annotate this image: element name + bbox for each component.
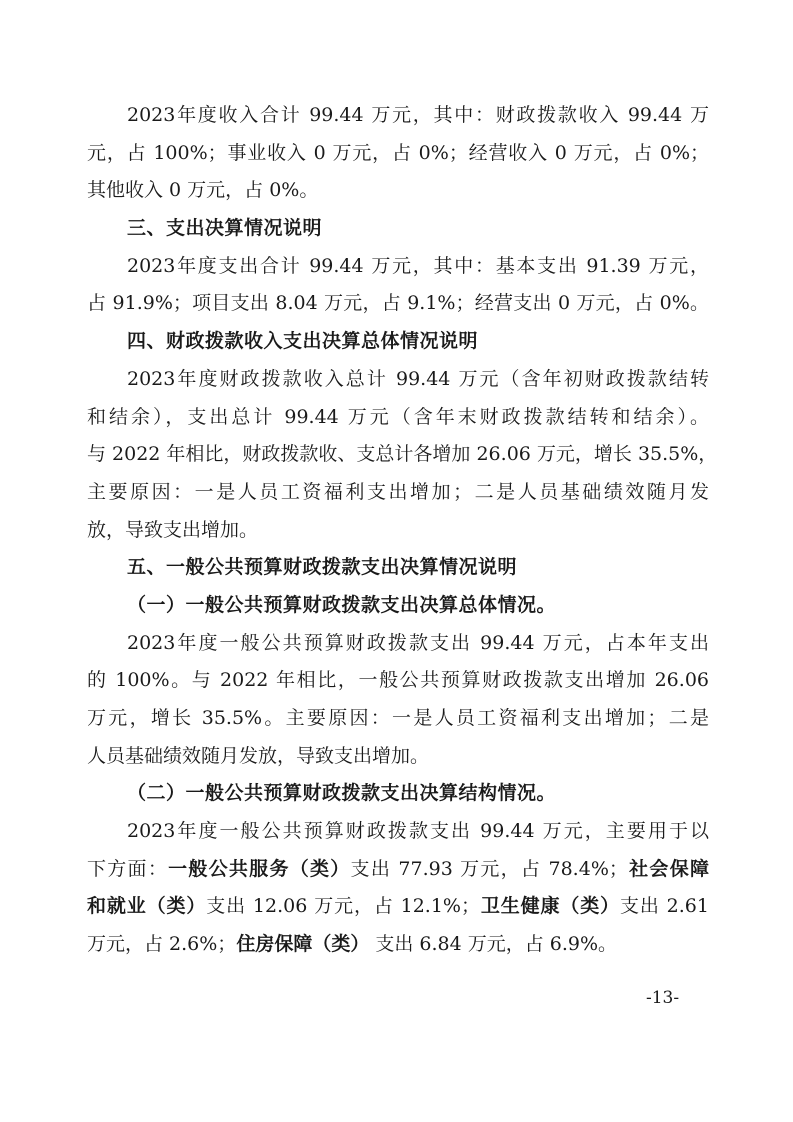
section-4-line-1: 2023年度财政拨款收入总计 99.44 万元（含年初财政拨款结转 xyxy=(127,367,709,390)
category-general-public-services: 一般公共服务（类） xyxy=(168,857,351,880)
section-5-sub-1-line-4: 人员基础绩效随月发放，导致支出增加。 xyxy=(87,744,430,767)
category-health: 卫生健康（类） xyxy=(480,895,620,918)
section-5-sub-1-heading: （一）一般公共预算财政拨款支出决算总体情况。 xyxy=(127,593,557,616)
category-social-security-part-2: 和就业（类） xyxy=(87,895,207,918)
section-4-line-5: 放，导致支出增加。 xyxy=(87,518,259,541)
income-line-2: 元，占 100%；事业收入 0 万元，占 0%；经营收入 0 万元，占 0%； xyxy=(87,141,709,164)
income-line-3: 其他收入 0 万元，占 0%。 xyxy=(87,179,319,202)
section-5-sub-2-heading: （二）一般公共预算财政拨款支出决算结构情况。 xyxy=(127,782,557,805)
section-5-sub-2-line-3 xyxy=(87,888,709,926)
section-5-sub-2-line-2 xyxy=(87,851,709,889)
section-4-line-4: 主要原因：一是人员工资福利支出增加；二是人员基础绩效随月发 xyxy=(87,480,709,503)
section-3-heading: 三、支出决算情况说明 xyxy=(127,217,323,240)
section-4-line-2: 和结余），支出总计 99.44 万元（含年末财政拨款结转和结余）。 xyxy=(87,405,709,428)
text-segment: 支出 2.61 xyxy=(620,895,709,918)
section-5-sub-1-line-1: 2023年度一般公共预算财政拨款支出 99.44 万元，占本年支出 xyxy=(127,631,709,654)
text-segment: 下方面： xyxy=(87,857,169,880)
section-5-sub-1-line-3: 万元，增长 35.5%。主要原因：一是人员工资福利支出增加；二是 xyxy=(87,707,709,729)
page-number: -13- xyxy=(646,988,680,1008)
section-4-line-3: 与 2022 年相比，财政拨款收、支总计各增加 26.06 万元，增长 35.5%， xyxy=(87,443,718,466)
text-segment: 支出 77.93 万元，占 78.4%； xyxy=(350,857,628,880)
text-segment: 万元，占 2.6%； xyxy=(87,933,237,956)
section-5-sub-1-line-2: 的 100%。与 2022 年相比，一般公共预算财政拨款支出增加 26.06 xyxy=(87,669,709,692)
section-3-line-2: 占 91.9%；项目支出 8.04 万元，占 9.1%；经营支出 0 万元，占 0%。 xyxy=(87,292,709,315)
text-segment: 支出 12.06 万元，占 12.1%； xyxy=(206,895,480,918)
section-5-heading: 五、一般公共预算财政拨款支出决算情况说明 xyxy=(127,556,518,579)
section-4-heading: 四、财政拨款收入支出决算总体情况说明 xyxy=(127,330,479,353)
section-3-line-1: 2023年度支出合计 99.44 万元，其中：基本支出 91.39 万元， xyxy=(127,254,709,277)
category-housing: 住房保障（类） xyxy=(236,933,370,956)
text-segment: 支出 6.84 万元，占 6.9%。 xyxy=(369,933,618,956)
section-5-sub-2-line-1: 2023年度一般公共预算财政拨款支出 99.44 万元，主要用于以 xyxy=(127,820,709,843)
income-line-1: 2023年度收入合计 99.44 万元，其中：财政拨款收入 99.44 万 xyxy=(127,104,709,126)
document-body xyxy=(87,97,718,964)
section-5-sub-2-line-4 xyxy=(87,926,709,964)
category-social-security-part-1: 社会保障 xyxy=(627,857,709,880)
